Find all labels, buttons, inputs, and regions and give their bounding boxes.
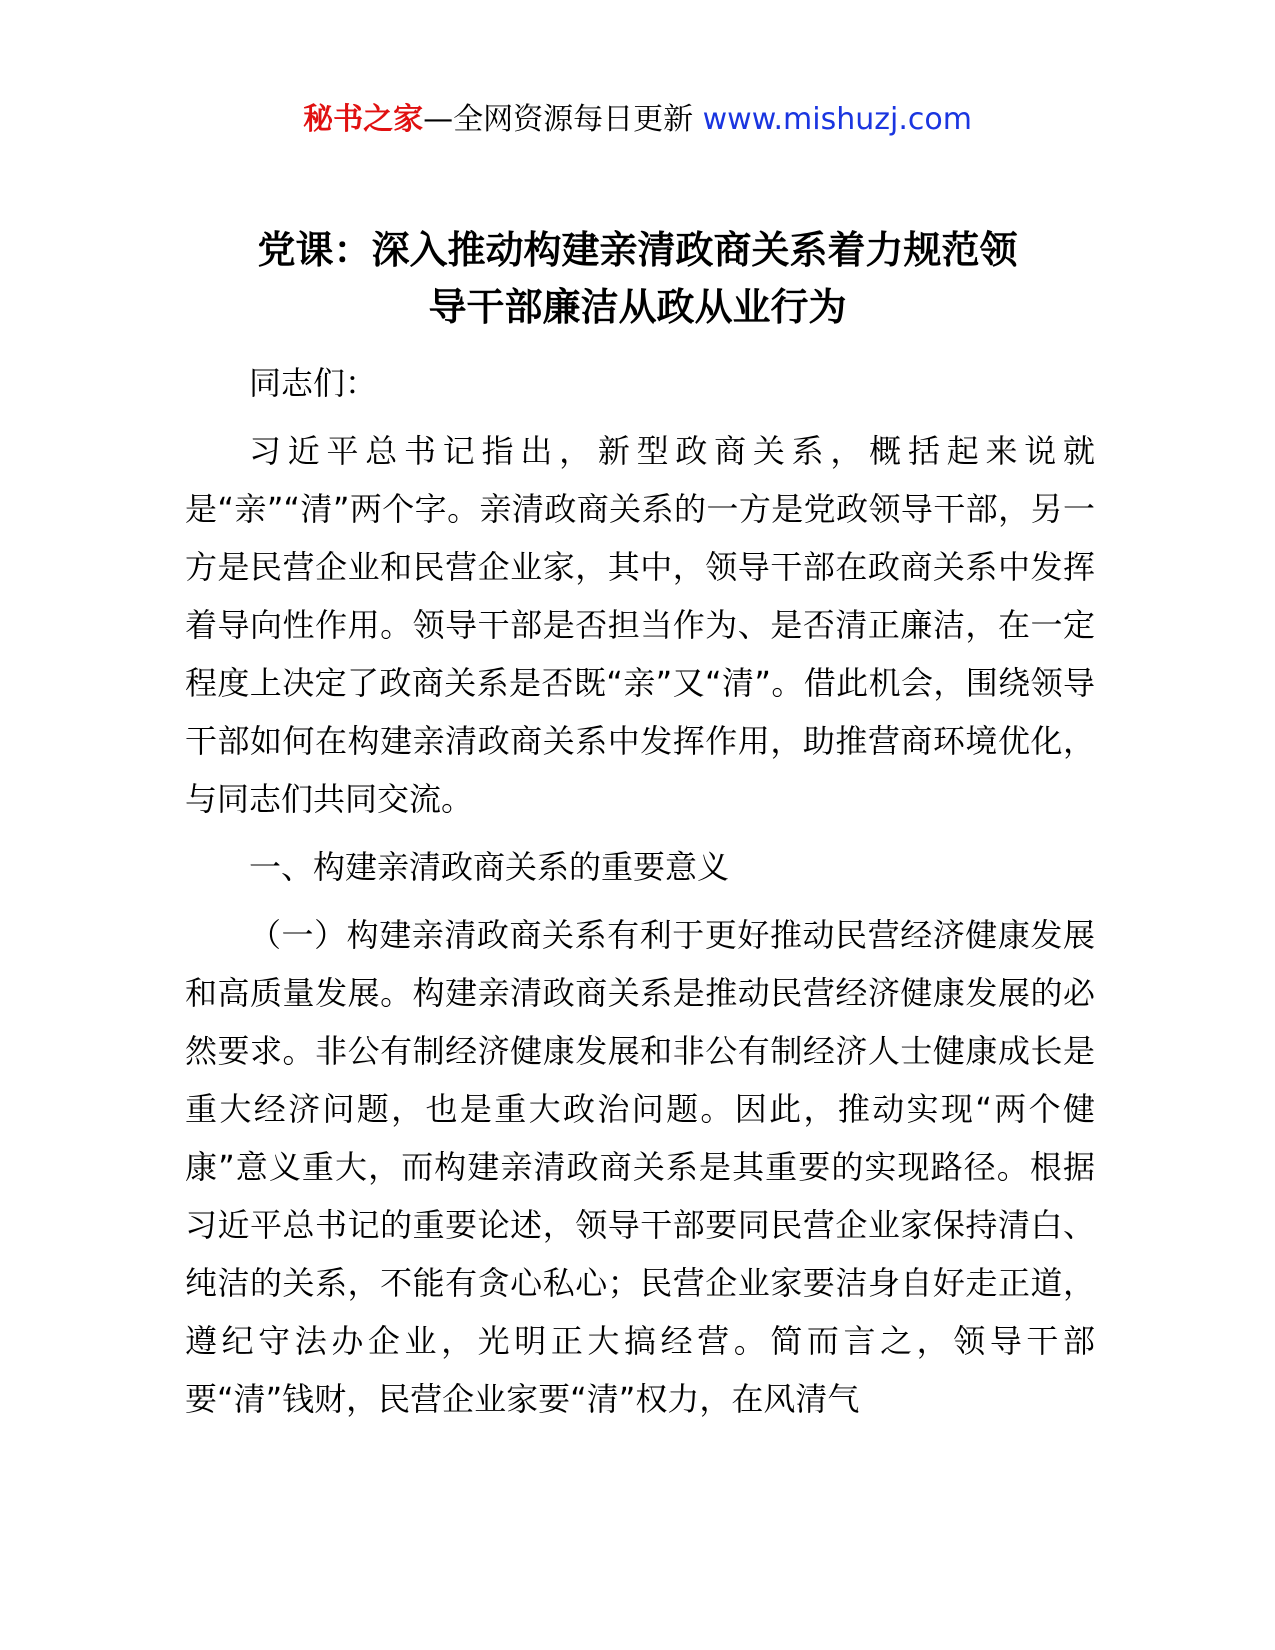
section-heading-1: 一、构建亲清政商关系的重要意义 <box>249 848 730 886</box>
paragraph-section-1-1: （一）构建亲清政商关系有利于更好推动民营经济健康发展和高质量发展。构建亲清政商关系是推动民营经济健康发展的必然要求。非公有制经济健康发展和非公有制经济人士健康成长是重大经济问题，也是重大政治问题。因此，推动实现“两个健康”意义重大，而构建亲清政商关系是其重要的实现路径。根据习近平总书记的重要论述，领导干部要同民营企业家保持清白、纯洁的关系，不能有贪心私心；民营企业家要洁身自好走正道，遵纪守法办企业，光明正大搞经营。简而言之，领导干部要“清”钱财，民营企业家要“清”权力，在风清气 <box>185 916 1095 1418</box>
site-url-link[interactable]: www.mishuzj.com <box>702 102 972 137</box>
document-title-line1: 党课：深入推动构建亲清政商关系着力规范领 <box>257 228 1018 272</box>
site-brand: 秘书之家 <box>303 102 424 137</box>
document-title-line2: 导干部廉洁从政从业行为 <box>428 285 847 329</box>
paragraph-intro: 习近平总书记指出，新型政商关系，概括起来说就是“亲”“清”两个字。亲清政商关系的一方是党政领导干部，另一方是民营企业和民营企业家，其中，领导干部在政商关系中发挥着导向性作用。领导干部是否担当作为、是否清正廉洁，在一定程度上决定了政商关系是否既“亲”又“清”。借此机会，围绕领导干部如何在构建亲清政商关系中发挥作用，助推营商环境优化，与同志们共同交流。 <box>185 432 1095 818</box>
salutation: 同志们： <box>249 364 378 402</box>
document-body <box>185 354 1095 1438</box>
site-header <box>0 98 1275 142</box>
document-title <box>150 222 1125 336</box>
site-tagline: —全网资源每日更新 <box>423 102 703 137</box>
